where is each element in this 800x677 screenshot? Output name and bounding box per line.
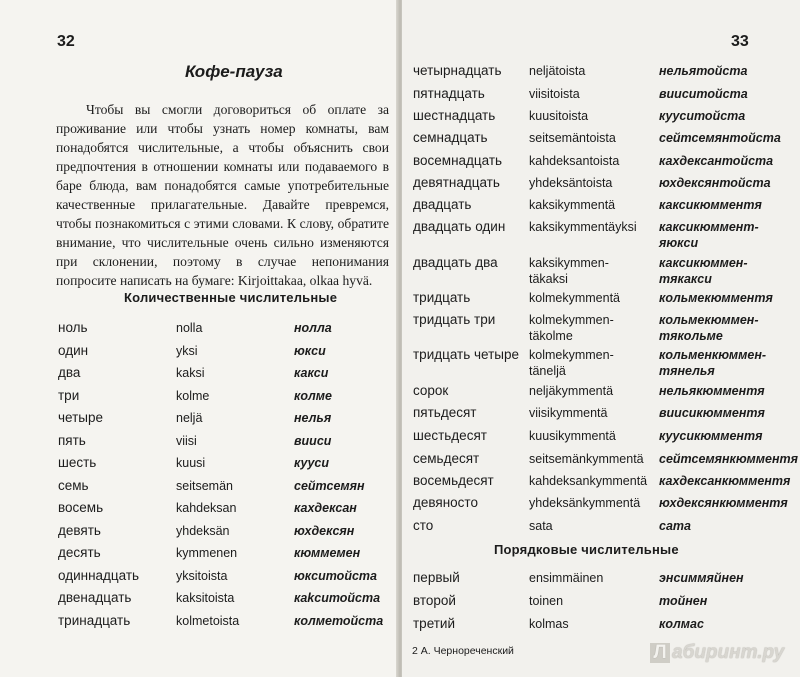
transliteration: нелья bbox=[294, 411, 332, 425]
transliteration: кахдексантойста bbox=[659, 154, 774, 168]
russian-word: четыре bbox=[58, 410, 103, 425]
russian-word: три bbox=[58, 387, 80, 403]
finnish-word: seitsemänkymmentä bbox=[529, 452, 644, 466]
transliteration: юкси bbox=[294, 343, 326, 358]
finnish-word: kolme bbox=[176, 388, 210, 403]
section-title: Кофе-пауза bbox=[185, 62, 283, 81]
finnish-word: kaksikymmentä bbox=[529, 198, 616, 212]
transliteration: вииcикюмментя bbox=[659, 406, 765, 420]
table-row bbox=[413, 219, 793, 255]
finnish-word: viisikymmentä bbox=[529, 406, 608, 420]
russian-word: восемьдесят bbox=[413, 473, 494, 488]
russian-word: двадцать bbox=[413, 197, 472, 212]
russian-word: ноль bbox=[58, 320, 88, 335]
russian-word: двадцать два bbox=[413, 255, 498, 270]
finnish-word: neljäkymmentä bbox=[529, 384, 614, 398]
transliteration: кууси bbox=[294, 456, 329, 470]
finnish-word: yhdeksän bbox=[176, 523, 230, 538]
transliteration: кольменкюммен- тянелья bbox=[659, 348, 767, 378]
finnish-word: kaksitoista bbox=[176, 591, 235, 605]
finnish-word: kuusikymmentä bbox=[529, 429, 616, 443]
transliteration: сейтсемян bbox=[294, 478, 365, 493]
russian-word: пять bbox=[58, 432, 86, 448]
russian-word: семь bbox=[58, 477, 89, 493]
russian-word: шестнадцать bbox=[413, 108, 496, 123]
russian-word: пятьдесят bbox=[413, 405, 477, 420]
page-number-left: 32 bbox=[57, 33, 75, 50]
watermark-logo: Л абиринт.ру bbox=[650, 642, 784, 664]
russian-word: девятнадцать bbox=[413, 175, 500, 190]
ordinal-heading: Порядковые числительные bbox=[494, 542, 679, 557]
finnish-word: nolla bbox=[176, 321, 203, 335]
cardinal-heading: Количественные числительные bbox=[124, 290, 338, 305]
transliteration: тойнен bbox=[659, 594, 708, 608]
transliteration: юхдексянтойста bbox=[659, 176, 771, 190]
transliteration: кольмекюммен- тякольме bbox=[659, 313, 759, 343]
left-page bbox=[0, 0, 398, 677]
finnish-word: ensimmäinen bbox=[529, 571, 604, 585]
finnish-word: neljä bbox=[176, 411, 203, 425]
transliteration: нельятойста bbox=[659, 64, 748, 78]
finnish-word: kaksikymmen- täkaksi bbox=[529, 256, 609, 286]
transliteration: кольмекюмментя bbox=[659, 291, 773, 305]
transliteration: юкситойста bbox=[294, 568, 377, 583]
finnish-word: seitsemän bbox=[176, 478, 233, 493]
transliteration: колметойста bbox=[294, 613, 384, 628]
finnish-word: kahdeksan bbox=[176, 501, 237, 515]
page-number-right: 33 bbox=[731, 33, 749, 50]
transliteration: кахдексанкюмментя bbox=[659, 474, 791, 488]
finnish-word: neljätoista bbox=[529, 64, 586, 78]
finnish-word: viisitoista bbox=[529, 87, 580, 101]
russian-word: третий bbox=[413, 616, 456, 631]
finnish-word: kolmas bbox=[529, 617, 569, 631]
russian-word: восемь bbox=[58, 500, 104, 515]
transliteration: колме bbox=[294, 388, 332, 403]
russian-word: тридцать четыре bbox=[413, 347, 520, 362]
russian-word: одиннадцать bbox=[58, 567, 140, 583]
transliteration: каксикюмментя bbox=[659, 198, 762, 212]
finnish-word: kolmekymmentä bbox=[529, 291, 620, 305]
page-footer: 2 А. Чернореченский bbox=[412, 645, 514, 657]
finnish-word: kaksikymmentäyksi bbox=[529, 220, 637, 234]
finnish-word: kymmenen bbox=[176, 546, 238, 560]
finnish-word: kolmetoista bbox=[176, 613, 240, 628]
intro-paragraph: Чтобы вы смогли договориться об оплате за проживание или чтобы узнать номер комнаты, вам понадобятся числительные, а чтобы объяснить свои предпочтения в отношении комнаты или подаваемого в баре блюда, вам понадобятся самые употребительные качественные прилагательные. Давайте превремся, чтобы познакомиться с этими словами. К слову, обратите внимание, что числительные очень сильно изменяются при склонении, поэтому в случае непонимания попросите написать на бумаге: Kirjoittakaa, olkaa hyvä. bbox=[56, 102, 389, 288]
finnish-word: viisi bbox=[176, 433, 197, 448]
right-page bbox=[402, 0, 800, 677]
russian-word: девяносто bbox=[413, 495, 478, 510]
transliteration: каксикюммен- тякакси bbox=[659, 256, 748, 286]
transliteration: юхдексян bbox=[294, 523, 355, 538]
finnish-word: kuusitoista bbox=[529, 109, 589, 123]
transliteration: кахдексан bbox=[294, 501, 357, 515]
russian-word: первый bbox=[413, 570, 460, 585]
russian-word: десять bbox=[58, 545, 101, 560]
finnish-word: kolmekymmen- täkolme bbox=[529, 313, 614, 343]
transliteration: кюммемен bbox=[294, 546, 361, 560]
russian-word: двенадцать bbox=[58, 590, 132, 605]
russian-word: четырнадцать bbox=[413, 63, 502, 78]
transliteration: нельякюмментя bbox=[659, 384, 765, 398]
transliteration: вииси bbox=[294, 433, 332, 448]
table-row bbox=[58, 613, 398, 649]
russian-word: семьдесят bbox=[413, 451, 480, 466]
transliteration: каксикюммент- яюкси bbox=[659, 220, 759, 250]
table-row bbox=[413, 255, 793, 291]
russian-word: два bbox=[58, 365, 81, 380]
finnish-word: seitsemäntoista bbox=[529, 131, 616, 145]
russian-word: пятнадцать bbox=[413, 86, 485, 101]
finnish-word: kahdeksankymmentä bbox=[529, 474, 648, 488]
finnish-word: kahdeksantoista bbox=[529, 154, 620, 168]
transliteration: кakситойста bbox=[294, 591, 381, 605]
transliteration: сейтсемянкюмментя bbox=[659, 452, 799, 466]
transliteration: энсиммяйнен bbox=[659, 571, 744, 585]
finnish-word: yksitoista bbox=[176, 568, 228, 583]
transliteration: сата bbox=[659, 519, 691, 533]
table-row bbox=[413, 347, 793, 383]
transliteration: сейтсемянтойста bbox=[659, 131, 781, 145]
russian-word: сорок bbox=[413, 383, 449, 398]
transliteration: куусикюмментя bbox=[659, 429, 763, 443]
finnish-word: toinen bbox=[529, 594, 564, 608]
russian-word: восемнадцать bbox=[413, 153, 503, 168]
finnish-word: sata bbox=[529, 519, 553, 533]
russian-word: второй bbox=[413, 593, 456, 608]
russian-word: семнадцать bbox=[413, 130, 488, 145]
transliteration: колмас bbox=[659, 617, 704, 631]
transliteration: юхдексянкюмментя bbox=[659, 496, 788, 510]
finnish-word: kuusi bbox=[176, 456, 206, 470]
transliteration: какси bbox=[294, 366, 329, 380]
russian-word: один bbox=[58, 342, 89, 358]
table-row bbox=[413, 312, 793, 348]
transliteration: нолла bbox=[294, 321, 332, 335]
russian-word: сто bbox=[413, 518, 434, 533]
russian-word: девять bbox=[58, 522, 101, 538]
transliteration: кууситойста bbox=[659, 109, 746, 123]
russian-word: тринадцать bbox=[58, 612, 131, 628]
russian-word: двадцать один bbox=[413, 219, 506, 234]
russian-word: тридцать три bbox=[413, 312, 496, 327]
russian-word: тридцать bbox=[413, 290, 471, 305]
finnish-word: yhdeksänkymmentä bbox=[529, 496, 641, 510]
finnish-word: yhdeksäntoista bbox=[529, 176, 613, 190]
russian-word: шесть bbox=[58, 455, 97, 470]
finnish-word: kaksi bbox=[176, 366, 205, 380]
finnish-word: yksi bbox=[176, 343, 198, 358]
finnish-word: kolmekymmen- täneljä bbox=[529, 348, 614, 378]
russian-word: шестьдесят bbox=[413, 428, 487, 443]
transliteration: вииситойста bbox=[659, 87, 748, 101]
